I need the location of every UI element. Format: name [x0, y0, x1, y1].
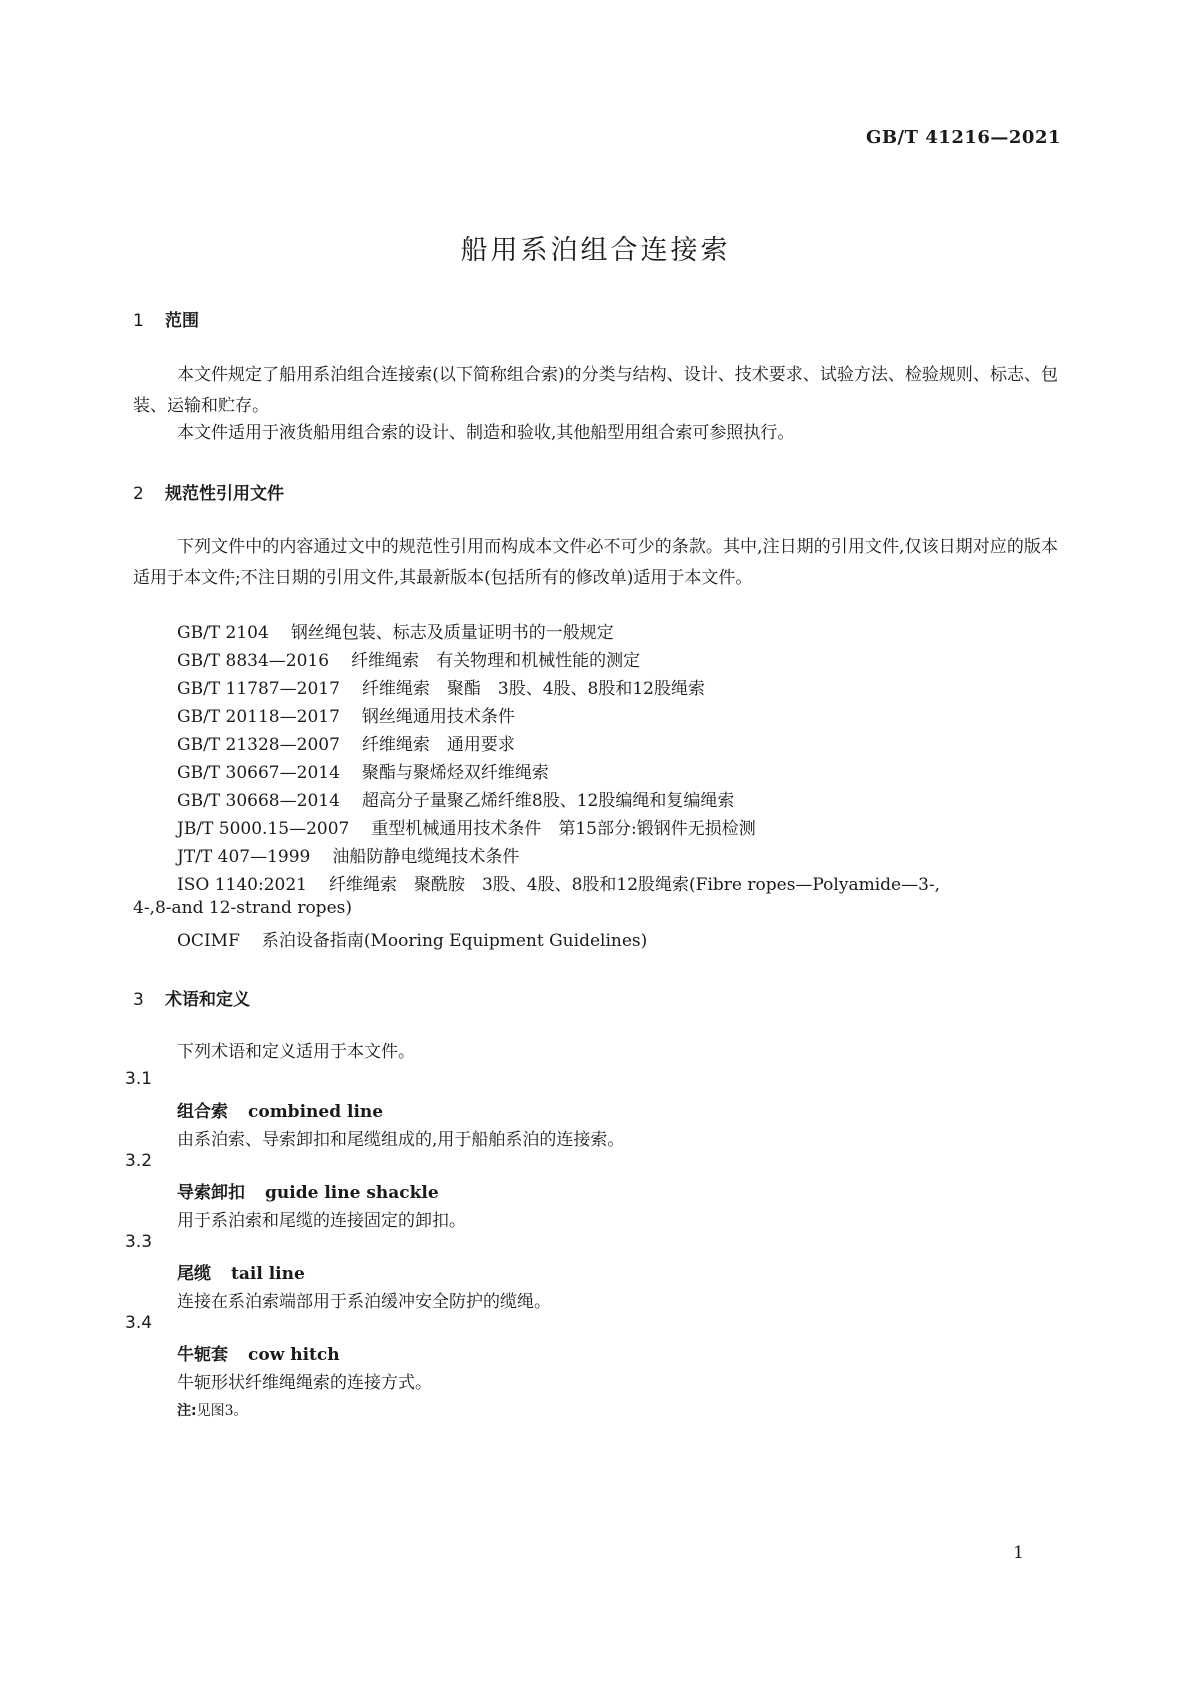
reference-item: [177, 674, 705, 699]
section-1-paragraph-1: 本文件规定了船用系泊组合连接索(以下简称组合索)的分类与结构、设计、技术要求、试验方法、检验规则、标志、包装、运输和贮存。: [133, 365, 1058, 416]
document-title: 船用系泊组合连接索: [460, 235, 731, 266]
reference-name: 钢丝绳包装、标志及质量证明书的一般规定: [290, 623, 614, 643]
reference-name: 系泊设备指南(Mooring Equipment Guidelines): [261, 931, 648, 951]
reference-name: 纤维绳索 通用要求: [361, 735, 515, 755]
reference-continuation: 4-,8-and 12-strand ropes): [133, 898, 352, 918]
section-title: 术语和定义: [165, 990, 250, 1010]
section-2-heading: [133, 479, 284, 504]
reference-item: [177, 814, 756, 839]
section-number: 2: [133, 484, 144, 504]
section-title: 规范性引用文件: [165, 484, 284, 504]
reference-code: OCIMF: [177, 931, 240, 951]
term-definition: 用于系泊索和尾缆的连接固定的卸扣。: [177, 1211, 466, 1231]
term-number: 3.2: [125, 1151, 153, 1171]
reference-code: GB/T 2104: [177, 623, 269, 643]
section-2-paragraph-1: 下列文件中的内容通过文中的规范性引用而构成本文件必不可少的条款。其中,注日期的引用文件,仅该日期对应的版本适用于本文件;不注日期的引用文件,其最新版本(包括所有的修改单)适用于本文件。: [133, 537, 1058, 588]
term-zh: 导索卸扣: [177, 1183, 245, 1203]
reference-item: [177, 786, 734, 811]
reference-name: 钢丝绳通用技术条件: [361, 707, 515, 727]
reference-item: [177, 618, 614, 643]
reference-item: [177, 926, 647, 951]
term-zh: 牛轭套: [177, 1345, 228, 1365]
reference-code: GB/T 30668—2014: [177, 791, 340, 811]
reference-item: [177, 758, 549, 783]
section-title: 范围: [165, 311, 199, 331]
term-definition: 由系泊索、导索卸扣和尾缆组成的,用于船舶系泊的连接索。: [177, 1130, 625, 1150]
reference-item: [177, 842, 519, 867]
reference-name: 聚酯与聚烯烃双纤维绳索: [361, 763, 549, 783]
term-definition: 连接在系泊索端部用于系泊缓冲安全防护的缆绳。: [177, 1292, 551, 1312]
term-heading: [177, 1340, 340, 1365]
term-en: combined line: [248, 1102, 384, 1122]
section-number: 1: [133, 311, 144, 331]
reference-name: 超高分子量聚乙烯纤维8股、12股编绳和复编绳索: [361, 791, 735, 811]
note-text: 见图3。: [196, 1403, 248, 1419]
term-definition: 牛轭形状纤维绳绳索的连接方式。: [177, 1373, 432, 1393]
reference-code: GB/T 8834—2016: [177, 651, 330, 671]
reference-name: 重型机械通用技术条件 第15部分:锻钢件无损检测: [371, 819, 756, 839]
reference-name: 纤维绳索 聚酯 3股、4股、8股和12股绳索: [361, 679, 705, 699]
reference-code: GB/T 21328—2007: [177, 735, 340, 755]
term-heading: [177, 1097, 383, 1122]
term-en: guide line shackle: [265, 1183, 439, 1203]
reference-code: JT/T 407—1999: [177, 847, 311, 867]
section-1-paragraph-2: 本文件适用于液货船用组合索的设计、制造和验收,其他船型用组合索可参照执行。: [177, 423, 795, 443]
reference-item: [177, 702, 515, 727]
section-1-heading: [133, 306, 199, 331]
standard-number: GB/T 41216—2021: [865, 127, 1061, 148]
reference-item: [177, 870, 940, 895]
reference-item: [177, 646, 640, 671]
reference-name: 纤维绳索 有关物理和机械性能的测定: [351, 651, 641, 671]
term-zh: 组合索: [177, 1102, 228, 1122]
term-en: tail line: [231, 1264, 305, 1284]
reference-name: 纤维绳索 聚酰胺 3股、4股、8股和12股绳索(Fibre ropes—Polyamide—3-,: [328, 875, 941, 895]
reference-code: ISO 1140:2021: [177, 875, 307, 895]
term-heading: [177, 1259, 305, 1284]
term-number: 3.1: [125, 1069, 153, 1089]
page-number: 1: [1013, 1543, 1024, 1563]
term-zh: 尾缆: [177, 1264, 211, 1284]
section-3-intro: 下列术语和定义适用于本文件。: [177, 1042, 415, 1062]
note: [177, 1400, 248, 1420]
term-number: 3.4: [125, 1313, 153, 1333]
note-label: 注:: [177, 1403, 197, 1419]
reference-code: GB/T 20118—2017: [177, 707, 340, 727]
section-number: 3: [133, 990, 144, 1010]
reference-name: 油船防静电缆绳技术条件: [332, 847, 520, 867]
term-en: cow hitch: [248, 1345, 340, 1365]
term-heading: [177, 1178, 439, 1203]
term-number: 3.3: [125, 1232, 153, 1252]
reference-code: GB/T 11787—2017: [177, 679, 340, 699]
reference-code: JB/T 5000.15—2007: [177, 819, 350, 839]
reference-item: [177, 730, 515, 755]
section-3-heading: [133, 985, 250, 1010]
reference-code: GB/T 30667—2014: [177, 763, 340, 783]
